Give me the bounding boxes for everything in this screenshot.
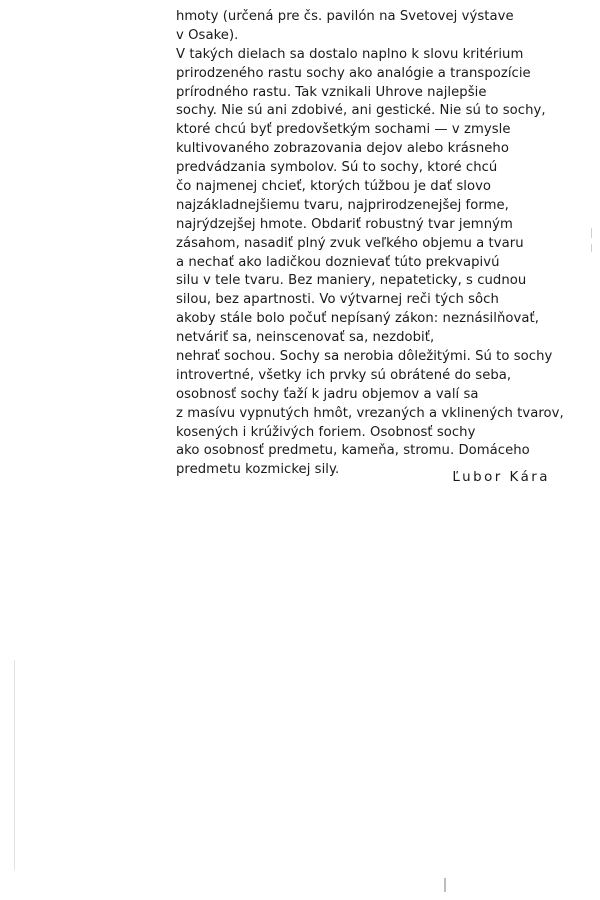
text-line: introvertné, všetky ich prvky sú obrátené do seba, bbox=[176, 367, 512, 383]
text-line: ako osobnosť predmetu, kameňa, stromu. Domáceho bbox=[176, 443, 530, 459]
author-signature: Ľubor Kára bbox=[452, 470, 550, 485]
text-line: prírodného rastu. Tak vznikali Uhrove najlepšie bbox=[176, 84, 487, 100]
text-line: najrýdzejšej hmote. Obdariť robustný tvar jemným bbox=[176, 216, 513, 232]
scan-artifact bbox=[444, 878, 446, 892]
text-line: ktoré chcú byť predovšetkým sochami — v zmysle bbox=[176, 122, 511, 138]
scan-artifact bbox=[14, 660, 15, 870]
text-line: hmoty (určená pre čs. pavilón na Svetovej výstave bbox=[176, 9, 514, 24]
text-line: silu v tele tvaru. Bez maniery, nepateticky, s cudnou bbox=[176, 273, 527, 289]
text-line: kosených i krúživých foriem. Osobnosť sochy bbox=[176, 424, 476, 440]
text-line: sochy. Nie sú ani zdobivé, ani gestické. Nie sú to sochy, bbox=[176, 103, 546, 119]
text-line: najzákladnejšiemu tvaru, najprirodzenejšej forme, bbox=[176, 197, 509, 213]
text-line: čo najmenej chcieť, ktorých túžbou je dať slovo bbox=[176, 179, 492, 195]
text-line: kultivovaného zobrazovania dejov alebo krásneho bbox=[176, 141, 509, 157]
text-line: V takých dielach sa dostalo naplno k slovu kritérium bbox=[176, 46, 524, 62]
text-line: z masívu vypnutých hmôt, vrezaných a vklinených tvarov, bbox=[176, 405, 564, 421]
text-line: v Osake). bbox=[176, 27, 239, 43]
text-line: a nechať ako ladičkou doznievať túto prekvapivú bbox=[176, 254, 500, 270]
text-line: zásahom, nasadiť plný zvuk veľkého objemu a tvaru bbox=[176, 235, 524, 251]
scan-artifact bbox=[591, 228, 592, 238]
text-line: akoby stále bolo počuť nepísaný zákon: neznásilňovať, bbox=[176, 311, 539, 327]
article-text bbox=[176, 8, 566, 480]
text-line: prirodzeného rastu sochy ako analógie a transpozície bbox=[176, 65, 531, 81]
text-line: osobnosť sochy ťaží k jadru objemov a valí sa bbox=[176, 386, 479, 402]
text-line: predvádzania symbolov. Sú to sochy, ktoré chcú bbox=[176, 160, 498, 176]
text-line: nehrať sochou. Sochy sa nerobia dôležitými. Sú to sochy bbox=[176, 349, 553, 365]
text-line: netváriť sa, neinscenovať sa, nezdobiť, bbox=[176, 330, 435, 346]
scan-artifact bbox=[591, 244, 592, 252]
text-line: silou, bez apartnosti. Vo výtvarnej reči tých sôch bbox=[176, 292, 499, 308]
text-line: predmetu kozmickej sily. bbox=[176, 462, 340, 478]
